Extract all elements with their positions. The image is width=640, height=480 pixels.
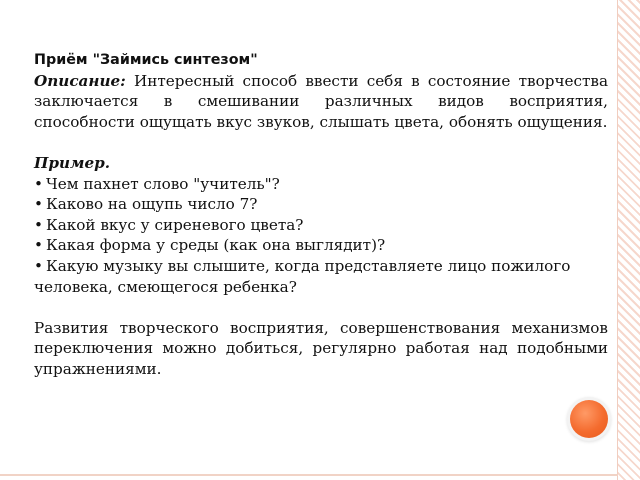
list-item (34, 256, 608, 297)
description-text: Интересный способ ввести себя в состояние творчества заключается в смешивании различных видов восприятия, способности ощущать вкус звуков, слышать цвета, обонять ощущения. (34, 71, 609, 131)
question-text: Какая форма у среды (как она выглядит)? (45, 236, 386, 255)
example-questions-list (34, 174, 608, 298)
description-label: Описание: (34, 71, 126, 90)
list-item (34, 194, 608, 215)
list-item (34, 174, 608, 195)
question-text: Чем пахнет слово "учитель"? (45, 174, 280, 193)
bullet-icon: • (34, 215, 43, 234)
bullet-icon: • (34, 174, 43, 193)
question-text: Какую музыку вы слышите, когда представляете лицо пожилого человека, смеющегося ребенка? (34, 256, 571, 296)
bullet-icon: • (34, 195, 43, 214)
bullet-icon: • (34, 256, 43, 275)
spacer (34, 132, 608, 153)
list-item (34, 235, 608, 256)
spacer (34, 297, 608, 318)
description-paragraph (34, 71, 608, 133)
slide-title: Приём "Займись синтезом" (34, 52, 258, 68)
list-item (34, 215, 608, 236)
bullet-icon: • (34, 236, 43, 255)
bottom-divider (0, 474, 618, 476)
question-text: Каково на ощупь число 7? (45, 195, 258, 214)
example-label: Пример. (34, 153, 111, 172)
conclusion-paragraph: Развития творческого восприятия, совершенствования механизмов переключения можно добиться, регулярно работая над подобными упражнениями. (34, 318, 608, 378)
slide-content (34, 50, 608, 380)
question-text: Какой вкус у сиреневого цвета? (45, 215, 304, 234)
decorative-stripe-border (617, 0, 640, 480)
orange-circle-icon (570, 400, 608, 438)
